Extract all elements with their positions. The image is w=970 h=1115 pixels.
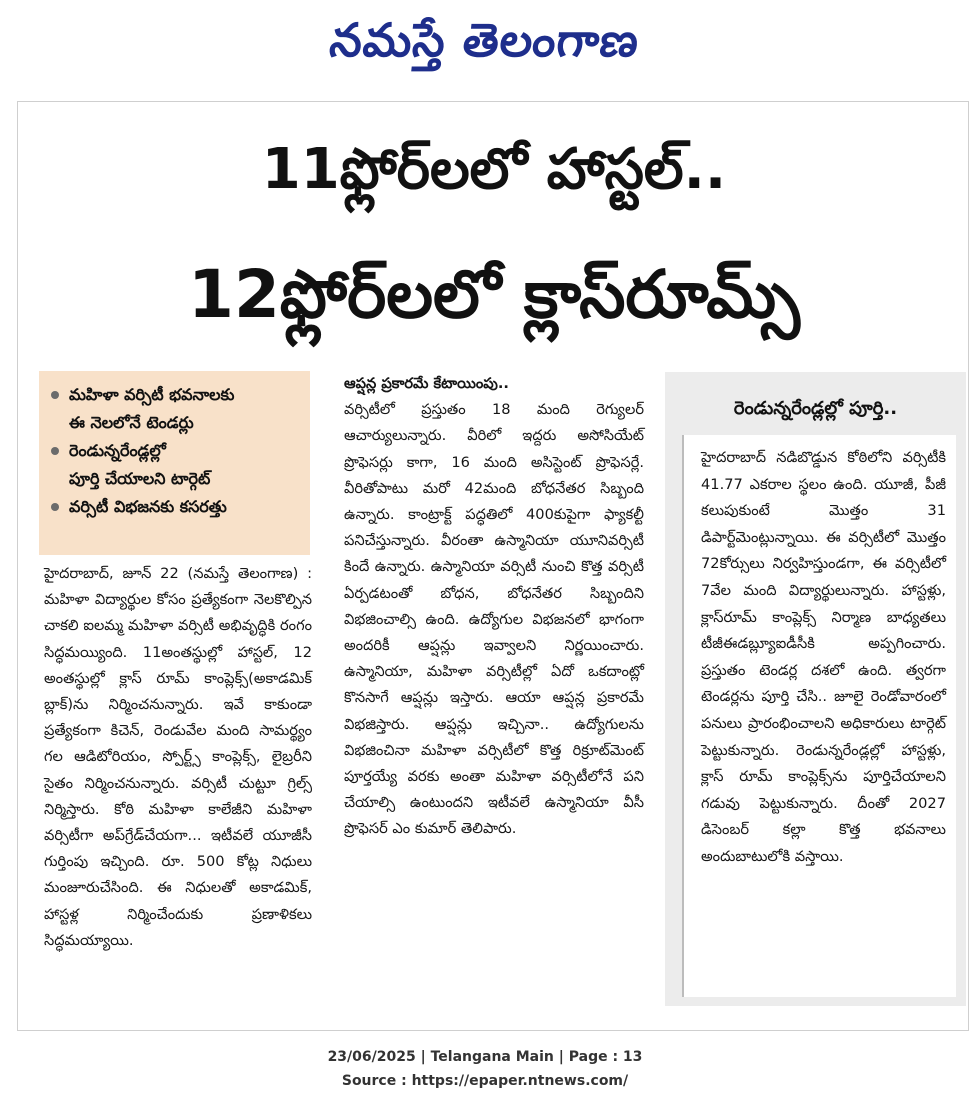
sidebar-paragraph: హైదరాబాద్ నడిబొడ్డున కోఠిలోని వర్సిటీకి 41.77 ఎకరాల స్థలం ఉంది. యూజీ, పీజీ కలుపుకుంటే మొత్తం 31 డిపార్ట్‌మెంట్లున్నాయి. ఈ వర్సిటీలో మొత్తం 72కోర్సులు నిర్వహిస్తుండగా, ఈ వర్సిటీలో 7వేల మంది విద్యార్థులున్నారు. హాస్టళ్లు, క్లాస్‌రూమ్ కాంప్లెక్స్ నిర్మాణ బాధ్యతలు టీజీఈడబ్ల్యూఐడీసీకి అప్పగించారు. ప్రస్తుతం టెండర్ల దశలో ఉంది. త్వరగా టెండర్లను పూర్తి చేసి.. జూలై రెండోవారంలో పనులు ప్రారంభించాలని అధికారులు టార్గెట్ పెట్టుకున్నారు. రెండున్నరేండ్లల్లో హాస్టళ్లు, క్లాస్ రూమ్ కాంప్లెక్స్‌ను పూర్తిచేయాలని గడువు పెట్టుకున్నారు. దీంతో 2027 డిసెంబర్ కల్లా కొత్త భవనాలు అందుబాటులోకి వస్తాయి. (701, 449, 946, 865)
highlight-text: వర్సిటీ విభజనకు కసరత్తు (69, 497, 227, 516)
article-column-2 (344, 371, 644, 843)
article-paragraph: వర్సిటీలో ప్రస్తుతం 18 మంది రెగ్యులర్ ఆచార్యులున్నారు. వీరిలో ఇద్దరు అసోసియేట్ ప్రొఫెసర్లు కాగా, 16 మంది అసిస్టెంట్ ప్రొఫెసర్లే. వీరితోపాటు మరో 42మంది బోధనేతర సిబ్బంది ఉన్నారు. కాంట్రాక్ట్ పద్ధతిలో 400కుపైగా ఫ్యాకల్టీ పనిచేస్తున్నారు. వీరంతా ఉస్మానియా యూనివర్సిటీ కిందే ఉన్నారు. ఉస్మానియా వర్సిటీ నుంచి కొత్త వర్సిటీ ఏర్పడటంతో బోధన, బోధనేతర సిబ్బందిని విభజించాల్సి ఉంది. ఉద్యోగుల విభజనలో భాగంగా అందరికీ ఆప్షన్లు ఇవ్వాలని నిర్ణయించారు. ఉస్మానియా, మహిళా వర్సిటీల్లో ఏదో ఒకదాంట్లో కొనసాగే ఆప్షన్లు ఇస్తారు. ఆయా ఆప్షన్ల ప్రకారమే విభజిస్తారు. ఆప్షన్లు ఇచ్చినా.. ఉద్యోగులను విభజించినా మహిళా వర్సిటీలో కొత్త రిక్రూట్‌మెంట్ పూర్తయ్యే వరకు అంతా మహిళా వర్సిటీలోనే పని చేయాల్సి ఉంటుందని ఇటీవలే ఉస్మానియా వీసీ ప్రొఫెసర్ ఎం కుమార్ తెలిపారు. (344, 401, 644, 838)
sidebar-title: రెండున్నరేండ్లల్లో పూర్తి.. (733, 398, 898, 419)
highlight-text: రెండున్నరేండ్లల్లో (69, 441, 166, 460)
page-footer (0, 1045, 970, 1093)
article-paragraph: హైదరాబాద్, జూన్ 22 (నమస్తే తెలంగాణ) : మహిళా విద్యార్థుల కోసం ప్రత్యేకంగా నెలకొల్పిన చాకలి ఐలమ్మ మహిళా వర్సిటీ అభివృద్ధికి రంగం సిద్ధమయ్యింది. 11అంతస్థుల్లో హాస్టల్, 12 అంతస్థుల్లో క్లాస్ రూమ్ కాంప్లెక్స్(అకాడమిక్ బ్లాక్)ను నిర్మించనున్నారు. ఇవే కాకుండా ప్రత్యేకంగా కిచెన్, రెండువేల మంది సామర్థ్యం గల ఆడిటోరియం, స్పోర్ట్స్ కాంప్లెక్స్, లైబ్రరీని సైతం నిర్మించనున్నారు. వర్సిటీ చుట్టూ గ్రిల్స్ నిర్మిస్తారు. కోఠి మహిళా కాలేజీని మహిళా వర్సిటీగా అప్‌గ్రేడ్‌చేయగా... ఇటీవలే యూజీసీ గుర్తింపు ఇచ్చింది. రూ. 500 కోట్ల నిధులు మంజూరుచేసింది. ఈ నిధులతో అకాడమిక్, హాస్టళ్ల నిర్మించేందుకు ప్రణాళికలు సిద్ధమయ్యాయి. (44, 565, 312, 949)
edition-info: 23/06/2025 | Telangana Main | Page : 13 (327, 1049, 643, 1065)
highlight-text: ఈ నెలలోనే టెండర్లు (69, 413, 194, 432)
sidebar-box (665, 372, 966, 1006)
highlight-text: పూర్తి చేయాలని టార్గెట్ (69, 469, 211, 488)
highlights-box (39, 371, 310, 555)
highlight-item (51, 493, 300, 521)
highlight-item (51, 381, 300, 437)
headline-line-1: 11ఫ్లోర్‌లలో హాస్టల్.. (261, 137, 727, 202)
article-column-1 (44, 561, 312, 954)
sidebar-panel (682, 435, 956, 997)
masthead (0, 4, 970, 76)
headline-line-2: 12ఫ్లోర్‌లలో క్లాస్‌రూమ్స్ (188, 256, 800, 333)
source-link[interactable]: Source : https://epaper.ntnews.com/ (341, 1073, 629, 1089)
highlight-text: మహిళా వర్సిటీ భవనాలకు (69, 385, 235, 404)
highlight-item (51, 437, 300, 493)
newspaper-logo: నమస్తే తెలంగాణ (327, 13, 643, 67)
news-clipping (17, 101, 969, 1031)
article-subhead: ఆప్షన్ల ప్రకారమే కేటాయింపు.. (344, 375, 509, 392)
